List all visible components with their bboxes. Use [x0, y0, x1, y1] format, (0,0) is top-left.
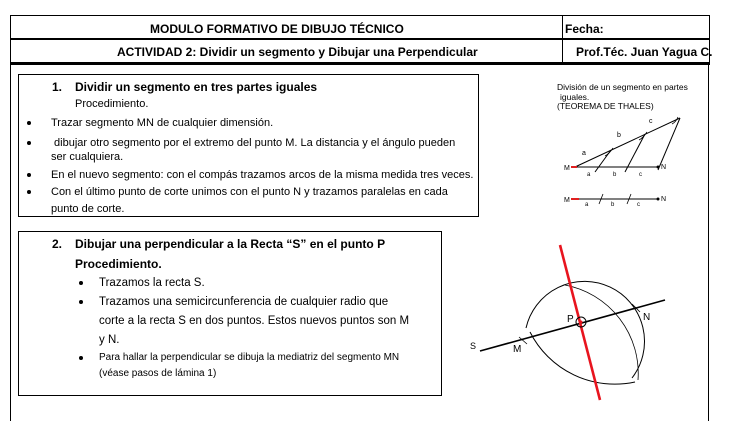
bullet — [79, 300, 83, 304]
section1-number: 1. — [52, 80, 63, 94]
label-b-bottom: b — [613, 172, 617, 178]
n-point-2 — [657, 198, 660, 201]
label-c-bottom: c — [639, 172, 642, 178]
label-b-2: b — [611, 202, 615, 208]
oblique-segment — [575, 118, 680, 167]
n-point — [657, 166, 660, 169]
point-p-center — [580, 321, 583, 324]
parallel-line — [625, 134, 645, 172]
line-s — [480, 300, 665, 351]
label-a: a — [582, 150, 586, 157]
section2-bullet-3: Para hallar la perpendicular se dibuja la mediatriz del segmento MN — [99, 352, 400, 363]
figure1-caption-line3: (TEOREMA DE THALES) — [557, 101, 654, 111]
bullet — [79, 281, 83, 285]
section1-bullet-4-cont: punto de corte. — [51, 203, 125, 215]
label-b: b — [617, 132, 621, 139]
label-a-2: a — [585, 202, 589, 208]
section1-title: Dividir un segmento en tres partes iguales — [75, 80, 318, 94]
header-bottom-line — [10, 62, 709, 64]
label-s: S — [470, 341, 477, 351]
section2-bullet-2-cont: corte a la recta S en dos puntos. Estos nuevos puntos son M — [99, 315, 410, 327]
section2-bullet-3-cont: (véase pasos de lámina 1) — [99, 368, 217, 379]
label-m-2: M — [564, 197, 570, 204]
page-right-border — [708, 63, 709, 421]
lower-arc — [530, 332, 635, 384]
bullet — [27, 141, 31, 145]
section1-subtitle: Procedimiento. — [75, 98, 149, 110]
page-left-border — [10, 63, 11, 421]
teacher-name: Prof.Téc. Juan Yagua C. — [576, 45, 713, 59]
label-c-2: c — [637, 202, 640, 208]
section2-bullet-1: Trazamos la recta S. — [99, 277, 205, 289]
label-m: M — [564, 165, 570, 172]
label-n: N — [643, 312, 651, 323]
date-label: Fecha: — [565, 22, 604, 36]
section2-bullet-2: Trazamos una semicircunferencia de cualquier radio que — [99, 296, 389, 308]
section1-bullet-2-cont: ser cualquiera. — [51, 151, 124, 163]
figure1-caption: División de un segmento en partes — [557, 82, 688, 92]
section1-bullet-1: Trazar segmento MN de cualquier dimensión. — [51, 117, 274, 129]
label-n: N — [661, 164, 667, 171]
section2-title: Dibujar una perpendicular a la Recta “S” en el punto P — [75, 237, 386, 251]
label-p: P — [567, 314, 574, 325]
bullet — [27, 190, 31, 194]
section2-number: 2. — [52, 237, 63, 251]
header-row-divider — [10, 38, 709, 40]
bullet — [79, 356, 83, 360]
label-a-bottom: a — [587, 172, 591, 178]
document-title: MODULO FORMATIVO DE DIBUJO TÉCNICO — [150, 22, 404, 36]
connecting-line — [658, 118, 680, 170]
label-n-2: N — [661, 196, 667, 203]
section1-bullet-3: En el nuevo segmento: con el compás trazamos arcos de la misma medida tres veces. — [51, 169, 474, 181]
section1-bullet-4: Con el último punto de corte unimos con el punto N y trazamos paralelas en cada — [51, 186, 448, 198]
label-c: c — [649, 118, 653, 125]
label-m: M — [513, 344, 522, 355]
bullet — [27, 121, 31, 125]
header-col-divider — [562, 15, 563, 64]
figure1-caption-line2: iguales. — [560, 92, 590, 102]
section1-bullet-2: dibujar otro segmento por el extremo del punto M. La distancia y el ángulo pueden — [51, 137, 456, 149]
thales-diagram — [555, 112, 705, 212]
perpendicular-diagram — [460, 240, 700, 421]
bullet — [27, 173, 31, 177]
activity-title: ACTIVIDAD 2: Dividir un segmento y Dibujar una Perpendicular — [117, 45, 478, 59]
section2-bullet-2-cont2: y N. — [99, 334, 120, 346]
section2-subtitle: Procedimiento. — [75, 257, 162, 271]
